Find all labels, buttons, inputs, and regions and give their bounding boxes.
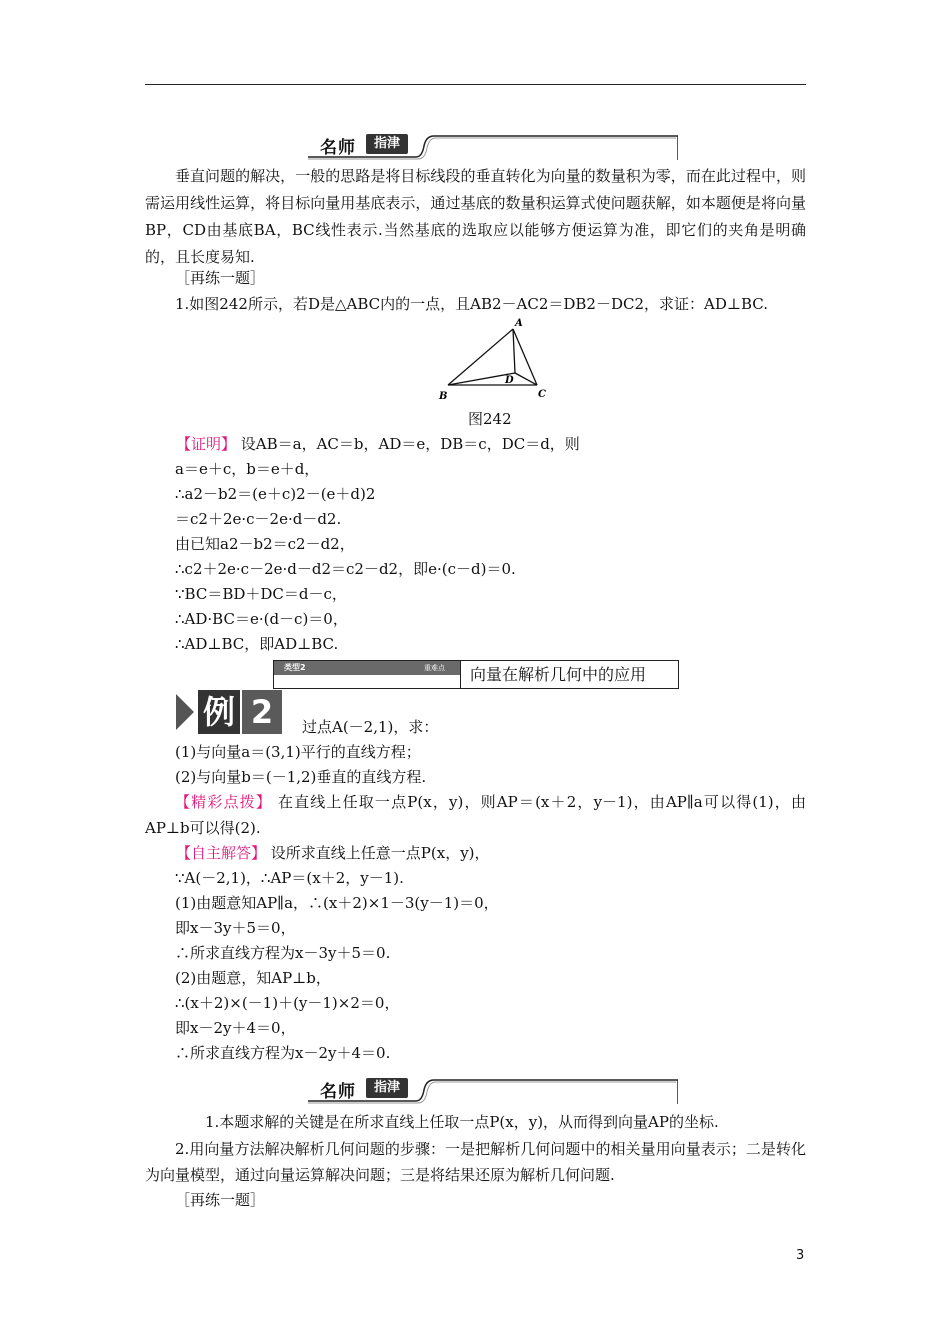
mingshi-label: 名师	[320, 138, 356, 158]
example-q1: (1)与向量a＝(3,1)平行的直线方程；	[175, 743, 421, 761]
type-bar	[273, 660, 679, 689]
mingshi-label: 名师	[320, 1082, 356, 1102]
solve-tag: 【自主解答】	[176, 844, 267, 862]
page-number: 3	[796, 1248, 805, 1263]
section2-point1: 1.本题求解的关键是在所求直线上任取一点P(x，y)，从而得到向量AP的坐标.	[205, 1113, 719, 1131]
mingshi-frame-icon	[306, 1074, 678, 1104]
proof-line-7: ∴AD·BC＝e·(d－c)＝0，	[175, 610, 348, 628]
solve-line-4: ∴所求直线方程为x－3y＋5＝0.	[175, 944, 391, 962]
solve-line-0: 【自主解答】 设所求直线上任意一点P(x，y)，	[176, 844, 490, 862]
label-c: C	[538, 389, 546, 400]
type-title: 向量在解析几何中的应用	[470, 665, 647, 684]
figure-caption: 图242	[468, 410, 512, 428]
proof-line-0: 【证明】 设AB＝a，AC＝b，AD＝e，DB＝c，DC＝d，则	[176, 435, 580, 453]
practice-label-1: ［再练一题］	[175, 269, 266, 287]
label-d: D	[505, 375, 514, 386]
header-rule	[145, 84, 806, 85]
label-b: B	[439, 391, 448, 402]
solve-line-8: ∴所求直线方程为x－2y＋4＝0.	[175, 1044, 391, 1062]
triangle-figure	[435, 315, 555, 405]
hint-tag: 【精彩点拨】	[175, 793, 272, 811]
proof-line-1: a＝e＋c，b＝e＋d，	[175, 460, 320, 478]
proof-line-8: ∴AD⊥BC，即AD⊥BC.	[175, 635, 339, 653]
proof-line-2: ∴a2－b2＝(e＋c)2－(e＋d)2	[175, 485, 376, 503]
type-label2: 重难点	[424, 664, 445, 672]
section2-point2: 2.用向量方法解决解析几何问题的步骤：一是把解析几何问题中的相关量用向量表示；二是转化为向量模型，通过向量运算解决问题；三是将结果还原为解析几何问题.	[145, 1140, 806, 1184]
solve-line-2: (1)由题意知AP∥a，∴(x＋2)×1－3(y－1)＝0，	[175, 894, 499, 912]
proof-line-6: ∵BC＝BD＋DC＝d－c，	[175, 585, 347, 603]
solve-line-5: (2)由题意，知AP⊥b，	[175, 969, 331, 987]
label-a: A	[515, 318, 523, 329]
solve-line-6: ∴(x＋2)×(－1)＋(y－1)×2＝0，	[175, 994, 400, 1012]
type-label: 类型2	[284, 663, 306, 672]
mingshi-header-2	[306, 1074, 678, 1104]
example-q2: (2)与向量b＝(－1,2)垂直的直线方程.	[175, 768, 427, 786]
problem-1: 1.如图242所示，若D是△ABC内的一点，且AB2－AC2＝DB2－DC2，求证：AD⊥BC.	[175, 295, 768, 313]
practice-label-2: ［再练一题］	[175, 1191, 266, 1209]
example-stem: 过点A(－2,1)，求：	[302, 718, 439, 736]
example-li: 例	[198, 690, 240, 734]
proof-line-4: 由已知a2－b2＝c2－d2，	[175, 535, 355, 553]
mingshi-box: 指津	[366, 1078, 408, 1098]
example-num: 2	[242, 690, 282, 734]
mingshi-frame-icon	[306, 130, 678, 160]
proof-tag: 【证明】	[176, 435, 237, 453]
proof-line-3: ＝c2＋2e·c－2e·d－d2.	[175, 510, 342, 528]
hint-text: 在直线上任取一点P(x，y)，则AP＝(x＋2，y－1)，由AP∥a可以得(1)，由AP⊥b可以得(2).	[145, 793, 806, 837]
mingshi-header-1	[306, 130, 678, 160]
mingshi-box: 指津	[366, 134, 408, 154]
example-banner	[176, 690, 286, 734]
proof-line-5: ∴c2＋2e·c－2e·d－d2＝c2－d2，即e·(c－d)＝0.	[175, 560, 516, 578]
solve-line-3: 即x－3y＋5＝0，	[175, 919, 296, 937]
solve-line-7: 即x－2y＋4＝0，	[175, 1019, 296, 1037]
solve-line-1: ∵A(－2,1)，∴AP＝(x＋2，y－1).	[175, 869, 404, 887]
arrow-icon	[176, 694, 194, 730]
section1-paragraph: 垂直问题的解决，一般的思路是将目标线段的垂直转化为向量的数量积为零，而在此过程中，则需运用线性运算，将目标向量用基底表示，通过基底的数量积运算式使问题获解，如本题便是将向量BP，CD由基底BA，BC线性表示.当然基底的选取应以能够方便运算为准，即它们的夹角是明确的，且长度易知.	[145, 167, 806, 266]
hint-paragraph	[145, 789, 806, 841]
